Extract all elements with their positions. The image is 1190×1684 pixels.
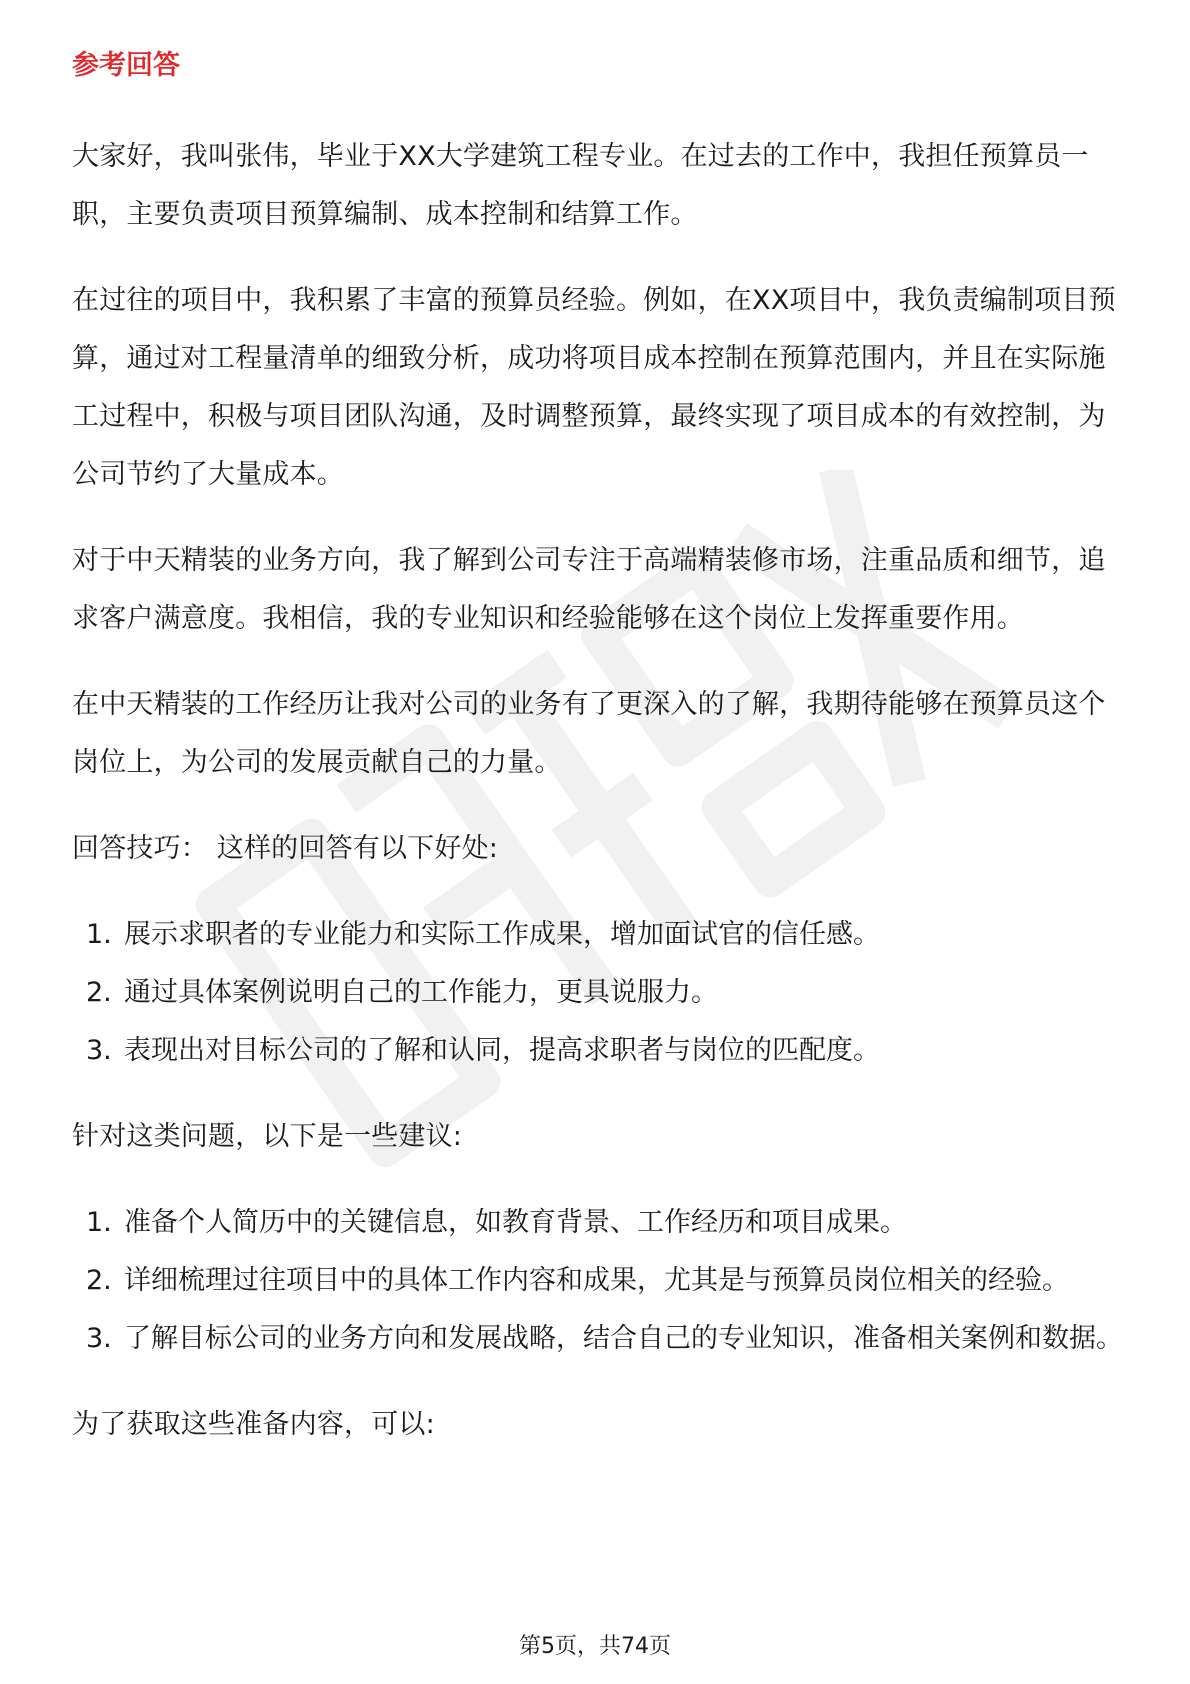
paragraph-company: 对于中天精装的业务方向，我了解到公司专注于高端精装修市场，注重品质和细节，追求客户满意度。我相信，我的专业知识和经验能够在这个岗位上发挥重要作用。: [72, 545, 1106, 634]
list-text: 表现出对目标公司的了解和认同，提高求职者与岗位的匹配度。: [124, 1035, 880, 1066]
tips-list: [72, 906, 1132, 1080]
section-title: 参考回答: [72, 50, 180, 81]
paragraph-experience: 在过往的项目中，我积累了丰富的预算员经验。例如，在XX项目中，我负责编制项目预算，通过对工程量清单的细致分析，成功将项目成本控制在预算范围内，并且在实际施工过程中，积极与项目团队沟通，及时调整预算，最终实现了项目成本的有效控制，为公司节约了大量成本。: [72, 285, 1116, 490]
list-number: 2.: [86, 1265, 112, 1296]
list-item: [72, 1194, 1132, 1252]
list-text: 准备个人简历中的关键信息，如教育背景、工作经历和项目成果。: [124, 1207, 907, 1238]
list-number: 3.: [86, 1035, 112, 1066]
list-item: [72, 1310, 1132, 1368]
list-number: 1.: [86, 919, 112, 950]
list-text: 了解目标公司的业务方向和发展战略，结合自己的专业知识，准备相关案例和数据。: [124, 1323, 1123, 1354]
document-body: [72, 46, 1132, 1482]
advice-intro: 针对这类问题，以下是一些建议:: [72, 1121, 463, 1152]
list-text: 详细梳理过往项目中的具体工作内容和成果，尤其是与预算员岗位相关的经验。: [124, 1265, 1069, 1296]
closing-line: 为了获取这些准备内容，可以:: [72, 1409, 435, 1440]
advice-list: [72, 1194, 1132, 1368]
page-number: 第5页，共74页: [519, 1634, 671, 1659]
list-item: [72, 1252, 1132, 1310]
list-item: [72, 906, 1132, 964]
list-text: 展示求职者的专业能力和实际工作成果，增加面试官的信任感。: [124, 919, 880, 950]
list-item: [72, 964, 1132, 1022]
tips-intro: 回答技巧： 这样的回答有以下好处:: [72, 833, 499, 864]
list-number: 3.: [86, 1323, 112, 1354]
paragraph-expectation: 在中天精装的工作经历让我对公司的业务有了更深入的了解，我期待能够在预算员这个岗位上，为公司的发展贡献自己的力量。: [72, 689, 1106, 778]
list-number: 2.: [86, 977, 112, 1008]
list-number: 1.: [86, 1207, 112, 1238]
list-text: 通过具体案例说明自己的工作能力，更具说服力。: [124, 977, 718, 1008]
list-item: [72, 1022, 1132, 1080]
paragraph-intro: 大家好，我叫张伟，毕业于XX大学建筑工程专业。在过去的工作中，我担任预算员一职，主要负责项目预算编制、成本控制和结算工作。: [72, 141, 1089, 230]
